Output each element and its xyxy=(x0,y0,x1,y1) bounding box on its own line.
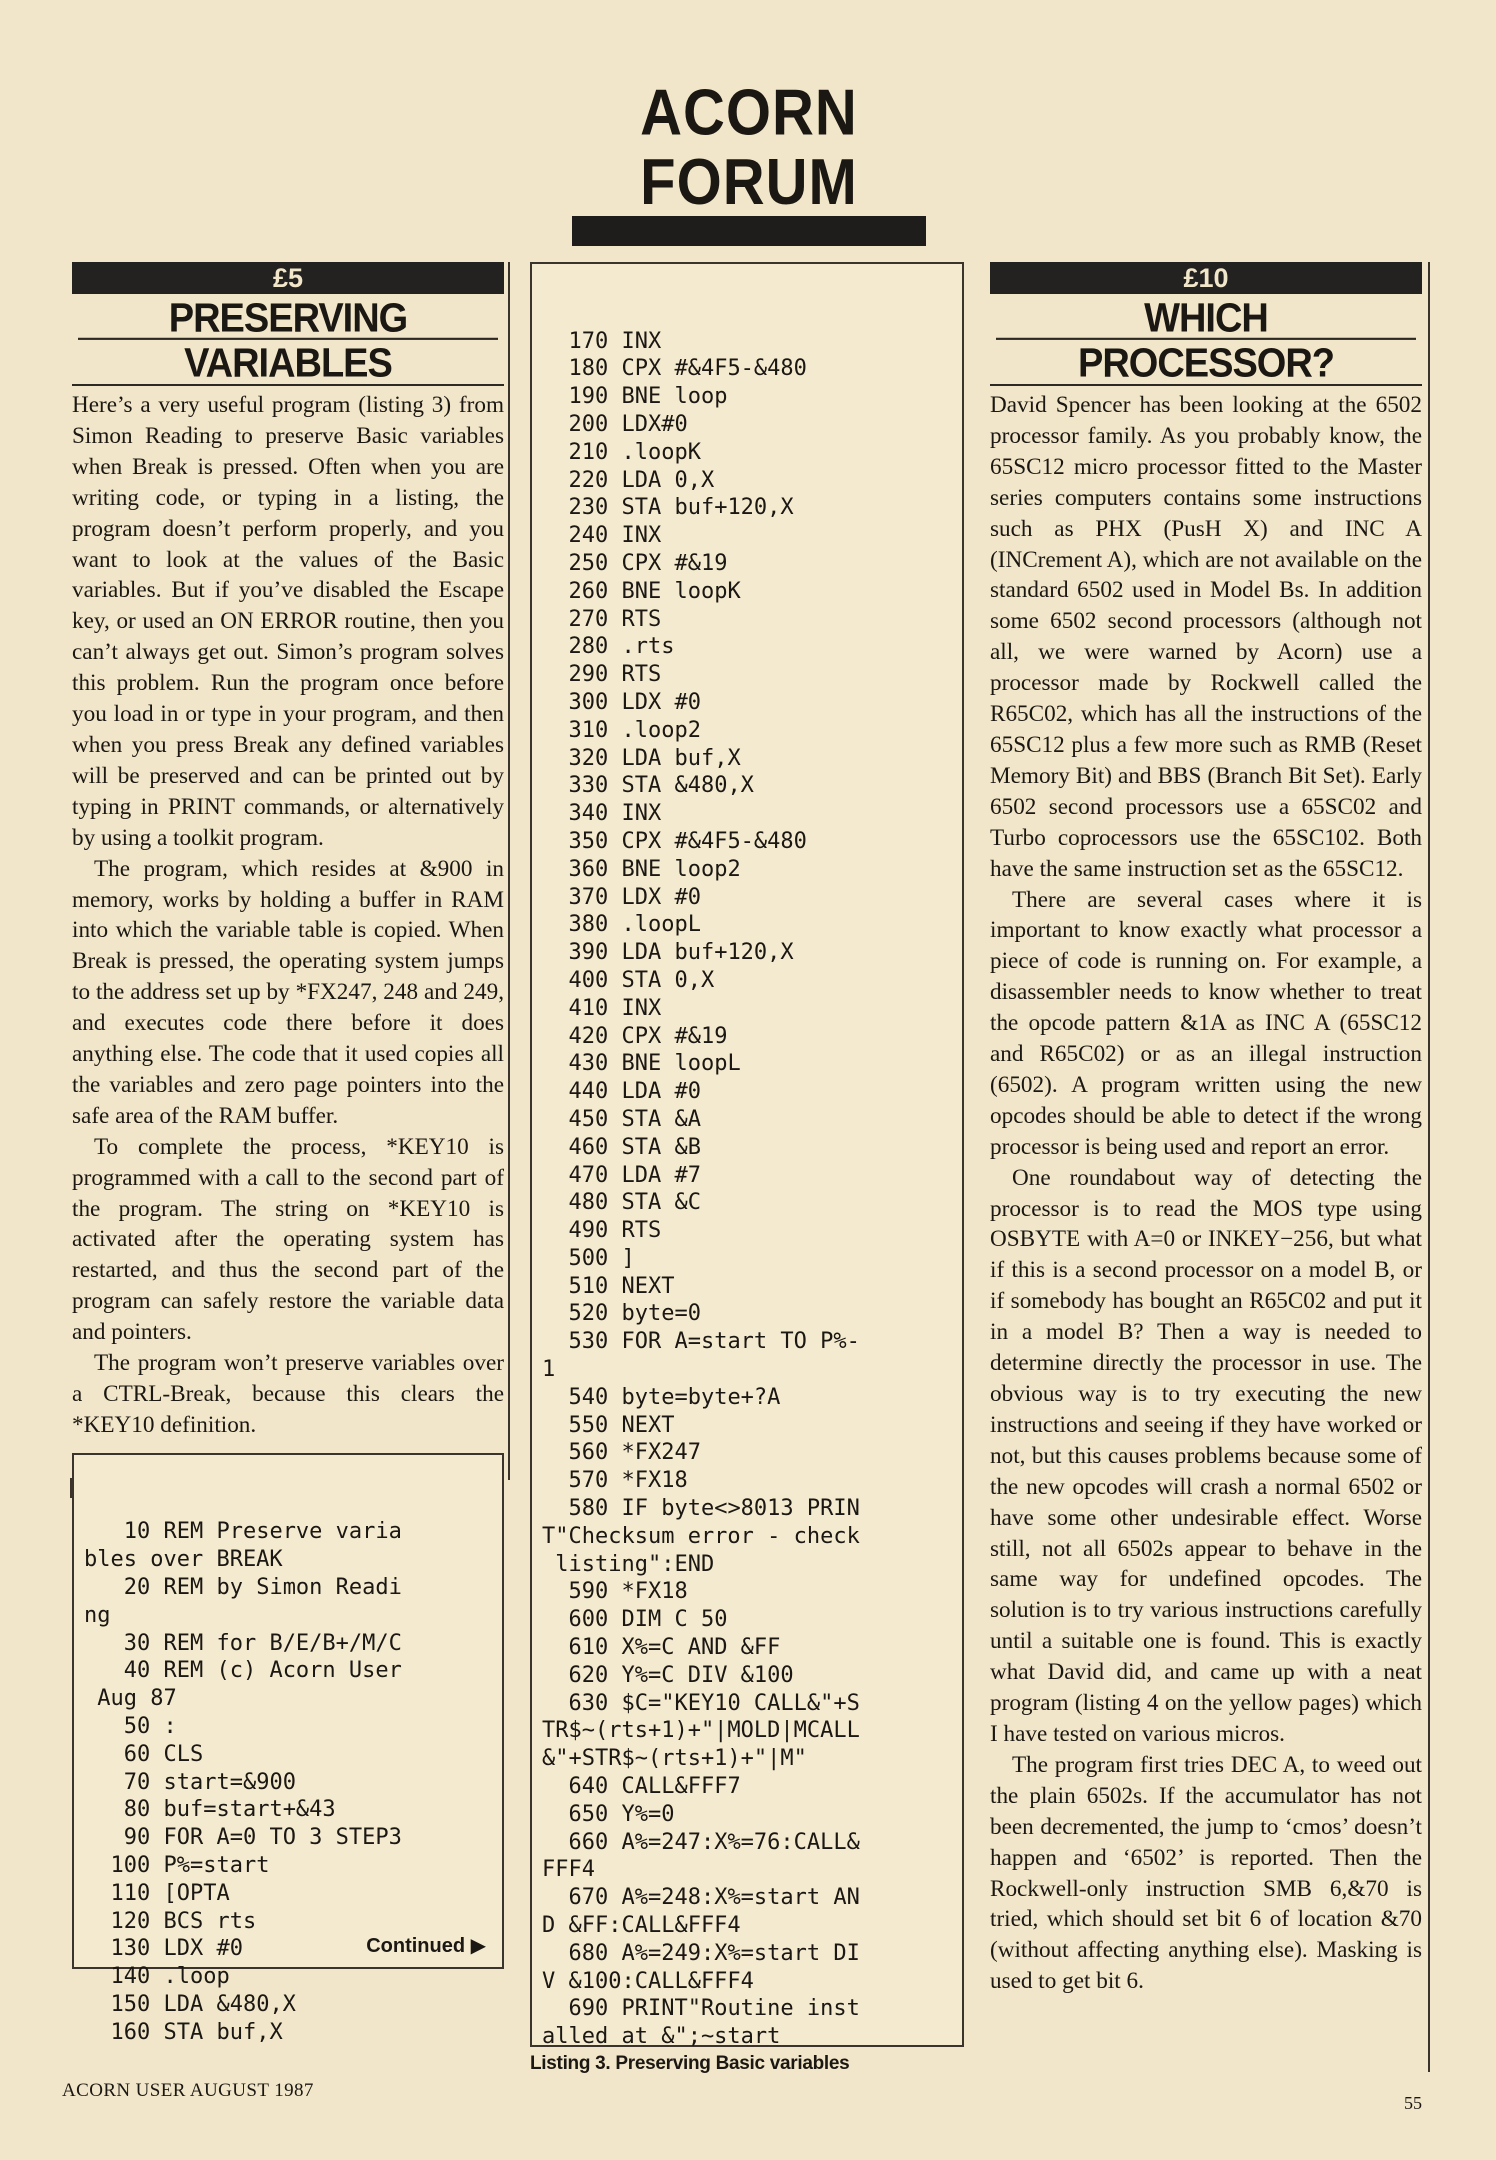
code-line: 450 STA &A xyxy=(542,1106,701,1132)
code-line: 70 start=&900 xyxy=(84,1769,296,1795)
code-line: 540 byte=byte+?A xyxy=(542,1384,781,1410)
code-line: 370 LDX #0 xyxy=(542,884,701,910)
code-line: 620 Y%=C DIV &100 xyxy=(542,1662,794,1688)
column-rule xyxy=(1428,262,1430,2072)
prize-badge: £5 xyxy=(72,262,504,294)
continued-label: Continued ▶ xyxy=(366,1935,486,1958)
code-line: 330 STA &480,X xyxy=(542,773,754,799)
code-line: TR$~(rts+1)+"|MOLD|MCALL xyxy=(542,1718,860,1744)
article-headline xyxy=(72,297,504,386)
code-line: 90 FOR A=0 TO 3 STEP3 xyxy=(84,1825,402,1851)
code-line: 530 FOR A=start TO P%- xyxy=(542,1329,860,1355)
footer-publication: ACORN USER AUGUST 1987 xyxy=(62,2080,314,2101)
code-line: 590 *FX18 xyxy=(542,1579,688,1605)
headline-line: VARIABLES xyxy=(184,341,392,387)
code-line: 640 CALL&FFF7 xyxy=(542,1774,741,1800)
headline-line: PRESERVING xyxy=(168,295,408,341)
code-line: bles over BREAK xyxy=(84,1547,283,1573)
code-line: 660 A%=247:X%=76:CALL& xyxy=(542,1829,860,1855)
code-line: 40 REM (c) Acorn User xyxy=(84,1658,402,1684)
paragraph: The program first tries DEC A, to weed out the plain 6502s. If the accumulator has not been decremented, the jump to ‘cmos’ doesn’t happen and ‘6502’ is reported. Then the Rockwell-only instruction SMB 6,&70 is tried, which should set bit 6 of location &70 (without affecting anything else). Masking is used to get bit 6. xyxy=(990,1751,1422,1995)
right-column xyxy=(990,262,1422,1997)
code-line: Aug 87 xyxy=(84,1686,177,1712)
code-line: 670 A%=248:X%=start AN xyxy=(542,1885,860,1911)
code-line: 440 LDA #0 xyxy=(542,1079,701,1105)
code-line: FFF4 xyxy=(542,1857,595,1883)
code-line: 60 CLS xyxy=(84,1741,204,1767)
code-line: 20 REM by Simon Readi xyxy=(84,1575,402,1600)
code-line: 170 INX xyxy=(542,328,662,354)
paragraph: To complete the process, *KEY10 is programmed with a call to the second part of the program. The string on *KEY10 is activated after the operating system has restarted, and thus the second part of the program can safely restore the variable data and pointers. xyxy=(72,1133,504,1346)
code-line: 260 BNE loopK xyxy=(542,578,741,604)
code-line: 310 .loop2 xyxy=(542,717,701,743)
code-line: T"Checksum error - check xyxy=(542,1523,860,1549)
paragraph: One roundabout way of detecting the processor is to read the MOS type using OSBYTE with A=0 or INKEY−256, but what if this is a second processor on a model B, or if somebody has bought an R65C02 and put it in a model B? Then a way is needed to determine directly the processor in use. The obvious way is to try executing the new instructions and seeing if they have worked or not, but this causes problems because some of the new opcodes will crash a normal 6502 or have some other undesirable effect. Worse still, not all 6502s appear to behave in the same way for undefined opcodes. The solution is to try various instructions carefully until a suitable one is found. This is exactly what David did, and came up with a neat program (listing 4 on the yellow pages) which I have tested on various micros. xyxy=(990,1164,1422,1747)
code-line: 130 LDX #0 xyxy=(84,1936,243,1962)
code-line: 110 [OPTA xyxy=(84,1880,230,1906)
code-line: 100 P%=start xyxy=(84,1852,270,1878)
program-listing-part1 xyxy=(72,1453,504,2045)
code-line: 350 CPX #&4F5-&480 xyxy=(542,828,807,854)
code-line: 30 REM for B/E/B+/M/C xyxy=(84,1630,402,1656)
code-line: 10 REM Preserve varia xyxy=(84,1519,402,1545)
prize-badge: £10 xyxy=(990,262,1422,294)
code-line: 360 BNE loop2 xyxy=(542,856,741,882)
listing-lines xyxy=(84,1518,494,2046)
code-line: 80 buf=start+&43 xyxy=(84,1797,336,1823)
code-line: 50 : xyxy=(84,1713,177,1739)
code-line: D &FF:CALL&FFF4 xyxy=(542,1913,741,1939)
section-masthead xyxy=(572,76,926,246)
code-line: 300 LDX #0 xyxy=(542,689,701,715)
code-line: 290 RTS xyxy=(542,662,662,688)
paragraph: There are several cases where it is important to know exactly what processor a piece of code is running on. For example, a disassembler needs to know whether to treat the opcode pattern &1A as INC A (65SC12 and R65C02) or as an illegal instruction (6502). A program written using the new opcodes should be able to detect if the wrong processor is being used and report an error. xyxy=(990,886,1422,1160)
code-line: 680 A%=249:X%=start DI xyxy=(542,1940,860,1966)
code-line: 650 Y%=0 xyxy=(542,1801,675,1827)
article-body xyxy=(990,390,1422,1997)
code-line: &"+STR$~(rts+1)+"|M" xyxy=(542,1746,807,1772)
code-line: 430 BNE loopL xyxy=(542,1051,741,1077)
code-line: 210 .loopK xyxy=(542,439,701,465)
code-line: 420 CPX #&19 xyxy=(542,1023,728,1049)
section-title: ACORN FORUM xyxy=(640,76,858,219)
code-line: 690 PRINT"Routine inst xyxy=(542,1996,860,2022)
code-line: 550 NEXT xyxy=(542,1412,675,1438)
code-line: 610 X%=C AND &FF xyxy=(542,1635,781,1661)
code-line: listing":END xyxy=(542,1551,715,1577)
code-line: 600 DIM C 50 xyxy=(542,1607,728,1633)
headline-line: WHICH xyxy=(1144,295,1268,341)
code-line: 200 LDX#0 xyxy=(542,411,688,437)
code-line: 120 BCS rts xyxy=(84,1908,257,1934)
code-line: 400 STA 0,X xyxy=(542,967,715,993)
code-line: 340 INX xyxy=(542,801,662,827)
code-line: 510 NEXT xyxy=(542,1273,675,1299)
code-line: 280 .rts xyxy=(542,634,675,660)
code-line: 190 BNE loop xyxy=(542,384,728,410)
program-listing-part2 xyxy=(530,262,964,2050)
code-line: 380 .loopL xyxy=(542,912,701,938)
column-rule xyxy=(508,262,510,1480)
code-line: 230 STA buf+120,X xyxy=(542,495,794,521)
listing-caption: Listing 3. Preserving Basic variables xyxy=(530,2053,850,2074)
code-line: 490 RTS xyxy=(542,1218,662,1244)
code-line: 160 STA buf,X xyxy=(84,2019,283,2045)
article-headline xyxy=(990,297,1422,386)
code-line: 390 LDA buf+120,X xyxy=(542,940,794,966)
paragraph: The program won’t preserve variables over a CTRL-Break, because this clears the *KEY10 definition. xyxy=(72,1350,504,1438)
code-line: 580 IF byte<>8013 PRIN xyxy=(542,1496,860,1522)
code-line: 410 INX xyxy=(542,995,662,1021)
paragraph: The program, which resides at &900 in memory, works by holding a buffer in RAM into which the variable table is copied. When Break is pressed, the operating system jumps to the address set up by *FX247, 248 and 249, and executes code there before it does anything else. The code that it used copies all the variables and zero page pointers into the safe area of the RAM buffer. xyxy=(72,855,504,1129)
code-line: 320 LDA buf,X xyxy=(542,745,741,771)
code-line: ng xyxy=(84,1602,111,1628)
code-line: 250 CPX #&19 xyxy=(542,550,728,576)
code-line: 460 STA &B xyxy=(542,1134,701,1160)
middle-column xyxy=(530,262,964,2075)
masthead-bar xyxy=(572,216,926,246)
paragraph: David Spencer has been looking at the 6502 processor family. As you probably know, the 65SC12 micro processor fitted to the Master series computers contains some instructions such as PHX (PusH X) and INC A (INCrement A), which are not available on the standard 6502 used in Model Bs. In addition some 6502 second processors (although not all, we were warned by Acorn) use a processor made by Rockwell called the R65C02, which has all the instructions of the 65SC12 plus a few more such as RMB (Reset Memory Bit) and BBS (Branch Bit Set). Early 6502 second processors use a 65SC02 and Turbo coprocessors use the 65SC102. Both have the same instruction set as the 65SC12. xyxy=(990,392,1422,882)
left-column xyxy=(72,262,504,2045)
headline-line: PROCESSOR? xyxy=(1077,341,1335,387)
article-body xyxy=(72,390,504,1441)
code-line: 1 xyxy=(542,1357,556,1383)
code-line: 240 INX xyxy=(542,523,662,549)
code-line: 470 LDA #7 xyxy=(542,1162,701,1188)
code-line: alled at &";~start xyxy=(542,2024,781,2050)
code-line: 270 RTS xyxy=(542,606,662,632)
code-line: 500 ] xyxy=(542,1245,635,1271)
code-line: 520 byte=0 xyxy=(542,1301,701,1327)
page-number: 55 xyxy=(1404,2093,1422,2113)
code-line: 570 *FX18 xyxy=(542,1468,688,1494)
code-line: V &100:CALL&FFF4 xyxy=(542,1968,754,1994)
code-line: 220 LDA 0,X xyxy=(542,467,715,493)
code-line: 630 $C="KEY10 CALL&"+S xyxy=(542,1690,860,1716)
code-line: 560 *FX247 xyxy=(542,1440,701,1466)
code-line: 150 LDA &480,X xyxy=(84,1991,296,2017)
paragraph: Here’s a very useful program (listing 3) from Simon Reading to preserve Basic variables when Break is pressed. Often when you are writing code, or typing in a listing, the program doesn’t perform properly, and you want to look at the values of the Basic variables. But if you’ve disabled the Escape key, or used an ON ERROR routine, then you can’t always get out. Simon’s program solves this problem. Run the program once before you load in or type in your program, and then when you press Break any defined variables will be preserved and can be printed out by typing in PRINT commands, or alternatively by using a toolkit program. xyxy=(72,392,504,851)
listing-lines xyxy=(542,328,954,2051)
code-line: 480 STA &C xyxy=(542,1190,701,1216)
code-line: 140 .loop xyxy=(84,1964,230,1990)
code-line: 180 CPX #&4F5-&480 xyxy=(542,356,807,382)
